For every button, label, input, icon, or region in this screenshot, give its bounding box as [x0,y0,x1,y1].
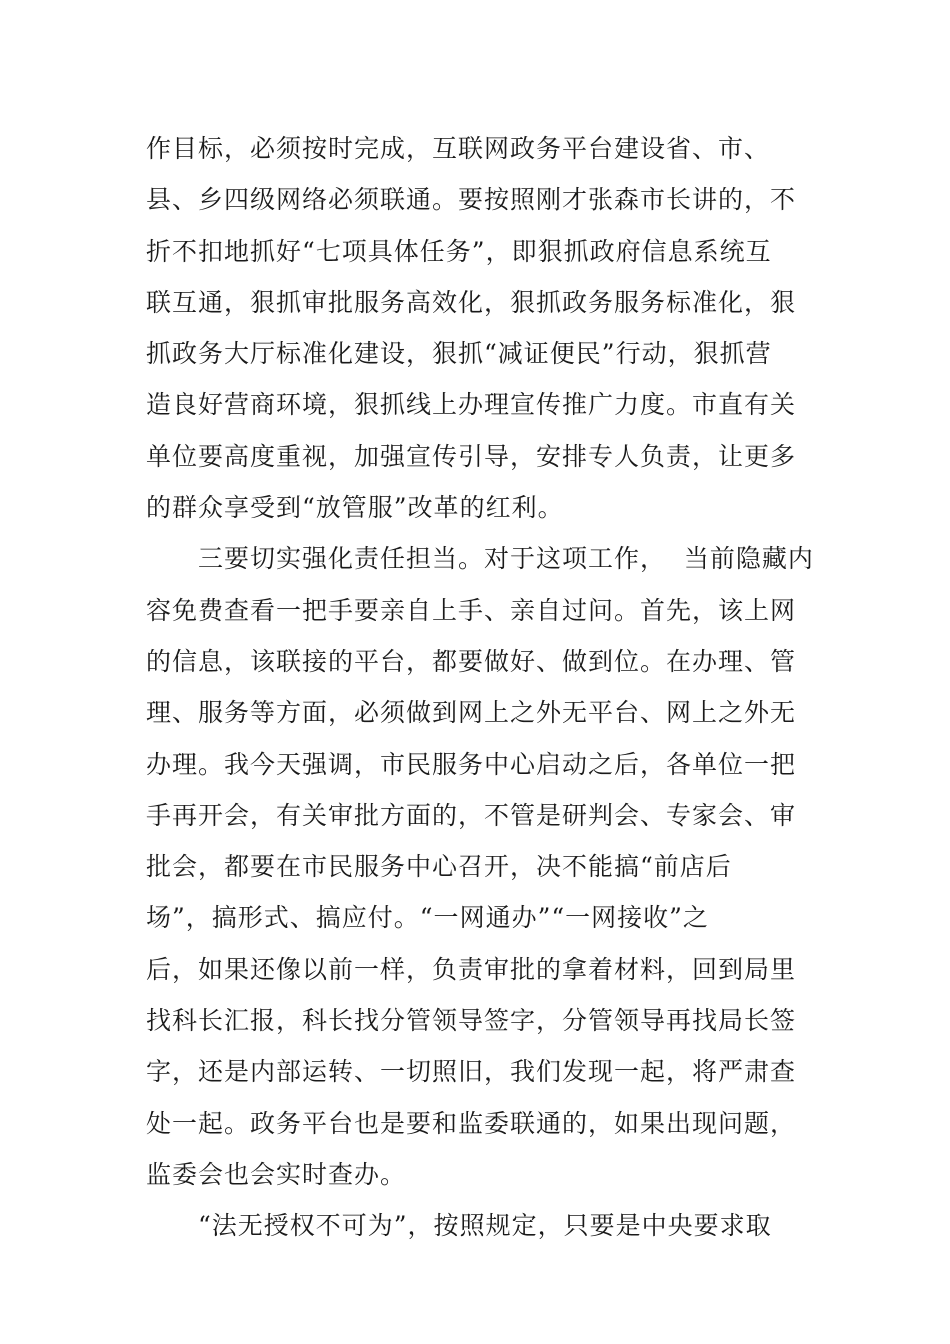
text-line: 造良好营商环境，狠抓线上办理宣传推广力度。市直有关 [146,390,797,420]
text-line: 理、服务等方面，必须做到网上之外无平台、网上之外无 [146,698,797,728]
text-line: 县、乡四级网络必须联通。要按照刚才张森市长讲的，不 [146,185,797,215]
text-line: 字，还是内部运转、一切照旧，我们发现一起，将严肃查 [146,1057,797,1087]
text-line: 手再开会，有关审批方面的，不管是研判会、专家会、审 [146,800,797,830]
text-line: 折不扣地抓好“七项具体任务”，即狠抓政府信息系统互 [146,236,772,266]
text-line: 容免费查看一把手要亲自上手、亲自过问。首先，该上网 [146,595,797,625]
text-line: 抓政务大厅标准化建设，狠抓“减证便民”行动，狠抓营 [146,339,772,369]
text-line: “法无授权不可为”，按照规定，只要是中央要求取 [146,1211,772,1241]
text-line: 单位要高度重视，加强宣传引导，安排专人负责，让更多 [146,441,797,471]
text-line: 的群众享受到“放管服”改革的红利。 [146,493,564,523]
body-text [146,123,814,1252]
text-line: 找科长汇报，科长找分管领导签字，分管领导再找局长签 [146,1006,797,1036]
text-line: 场”，搞形式、搞应付。“一网通办”“一网接收”之 [146,903,709,933]
text-line: 监委会也会实时查办。 [146,1159,407,1189]
text-line: 作目标，必须按时完成，互联网政务平台建设省、市、 [146,134,771,163]
text-line: 联互通，狠抓审批服务高效化，狠抓政务服务标准化，狠 [146,287,797,317]
text-line: 批会，都要在市民服务中心召开，决不能搞“前店后 [146,852,732,882]
text-line: 后，如果还像以前一样，负责审批的拿着材料，回到局里 [146,954,797,984]
text-line: 处一起。政务平台也是要和监委联通的，如果出现问题， [146,1108,797,1138]
text-line: 三要切实强化责任担当。对于这项工作， 当前隐藏内 [146,544,814,574]
text-line: 的信息，该联接的平台，都要做好、做到位。在办理、管 [146,646,797,676]
text-line: 办理。我今天强调，市民服务中心启动之后，各单位一把 [146,749,797,779]
